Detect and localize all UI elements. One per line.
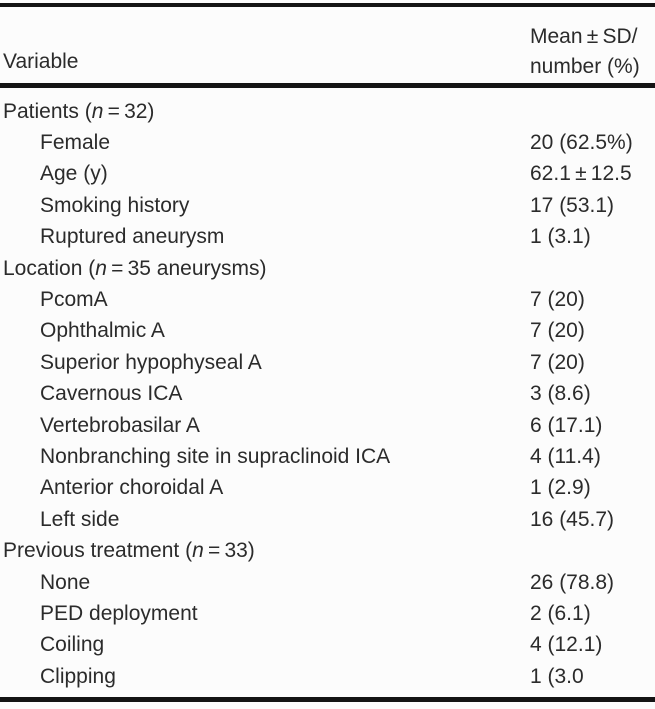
row-value: 1 (2.9) bbox=[530, 476, 591, 500]
row-label: Ruptured aneurysm bbox=[40, 225, 225, 249]
row-value: 20 (62.5%) bbox=[530, 131, 633, 155]
table-row-clipping bbox=[0, 661, 655, 692]
row-label: None bbox=[40, 570, 91, 594]
row-label bbox=[0, 257, 530, 281]
row-label bbox=[0, 100, 530, 124]
table-row-location-section bbox=[0, 253, 655, 284]
row-label: Smoking history bbox=[40, 193, 190, 217]
row-label: Superior hypophyseal A bbox=[40, 350, 262, 374]
row-value: 6 (17.1) bbox=[530, 413, 603, 437]
row-label: Coiling bbox=[40, 633, 105, 657]
row-value: 26 (78.8) bbox=[530, 570, 615, 594]
table-row-patients-section bbox=[0, 96, 655, 127]
table-row-cavernous-ica bbox=[0, 379, 655, 410]
row-label: Vertebrobasilar A bbox=[40, 413, 200, 437]
row-value: 2 (6.1) bbox=[530, 601, 591, 625]
table-row-none bbox=[0, 567, 655, 598]
row-value: 17 (53.1) bbox=[530, 193, 615, 217]
row-label: Female bbox=[40, 131, 111, 155]
table-row-coiling bbox=[0, 630, 655, 661]
row-value: 1 (3.1) bbox=[530, 225, 591, 249]
row-value: 7 (20) bbox=[530, 350, 585, 374]
column-header-value bbox=[530, 22, 640, 82]
table-row-superior-hypophyseal-a bbox=[0, 347, 655, 378]
column-header-value-line2: number (%) bbox=[530, 55, 640, 78]
row-label: PED deployment bbox=[40, 601, 198, 625]
table-header-rule bbox=[0, 83, 655, 88]
n-italic: n bbox=[192, 539, 204, 563]
table-row-pcoma bbox=[0, 284, 655, 315]
row-value: 4 (11.4) bbox=[530, 444, 601, 468]
row-label: Clipping bbox=[40, 664, 116, 688]
table-row-nonbranching-site bbox=[0, 441, 655, 472]
label-prefix: Patients ( bbox=[3, 99, 92, 123]
n-italic: n bbox=[95, 256, 107, 280]
label-suffix: = 35 aneurysms) bbox=[106, 256, 267, 280]
column-header-value-line1: Mean ± SD/ bbox=[530, 25, 638, 48]
row-label: PcomA bbox=[40, 288, 108, 312]
table-body bbox=[0, 96, 655, 692]
label-prefix: Previous treatment ( bbox=[3, 539, 193, 563]
label-suffix: = 32) bbox=[103, 99, 155, 123]
table-row-ped-deployment bbox=[0, 598, 655, 629]
row-label bbox=[0, 539, 530, 563]
table-header bbox=[0, 7, 655, 83]
column-header-variable: Variable bbox=[3, 50, 79, 73]
row-value: 7 (20) bbox=[530, 288, 585, 312]
table-row-age bbox=[0, 159, 655, 190]
row-value: 62.1 ± 12.5 bbox=[530, 162, 632, 186]
row-value: 4 (12.1) bbox=[530, 633, 603, 657]
table-row-vertebrobasilar-a bbox=[0, 410, 655, 441]
row-value: 7 (20) bbox=[530, 319, 585, 343]
table-row-smoking-history bbox=[0, 190, 655, 221]
row-value: 16 (45.7) bbox=[530, 507, 615, 531]
row-value: 1 (3.0 bbox=[530, 664, 584, 688]
table-row-left-side bbox=[0, 504, 655, 535]
table-row-previous-treatment-section bbox=[0, 535, 655, 566]
row-label: Ophthalmic A bbox=[40, 319, 165, 343]
table-row-female bbox=[0, 127, 655, 158]
row-value: 3 (8.6) bbox=[530, 382, 591, 406]
table-row-anterior-choroidal-a bbox=[0, 473, 655, 504]
table-row-ophthalmic-a bbox=[0, 316, 655, 347]
row-label: Left side bbox=[40, 507, 120, 531]
n-italic: n bbox=[91, 99, 104, 123]
table-row-ruptured-aneurysm bbox=[0, 222, 655, 253]
label-prefix: Location ( bbox=[3, 256, 96, 280]
row-label: Age (y) bbox=[40, 162, 108, 186]
table-bottom-rule bbox=[0, 697, 655, 702]
row-label: Anterior choroidal A bbox=[40, 476, 224, 500]
row-label: Nonbranching site in supraclinoid ICA bbox=[40, 444, 391, 468]
row-label: Cavernous ICA bbox=[40, 382, 183, 406]
label-suffix: = 33) bbox=[203, 539, 255, 563]
